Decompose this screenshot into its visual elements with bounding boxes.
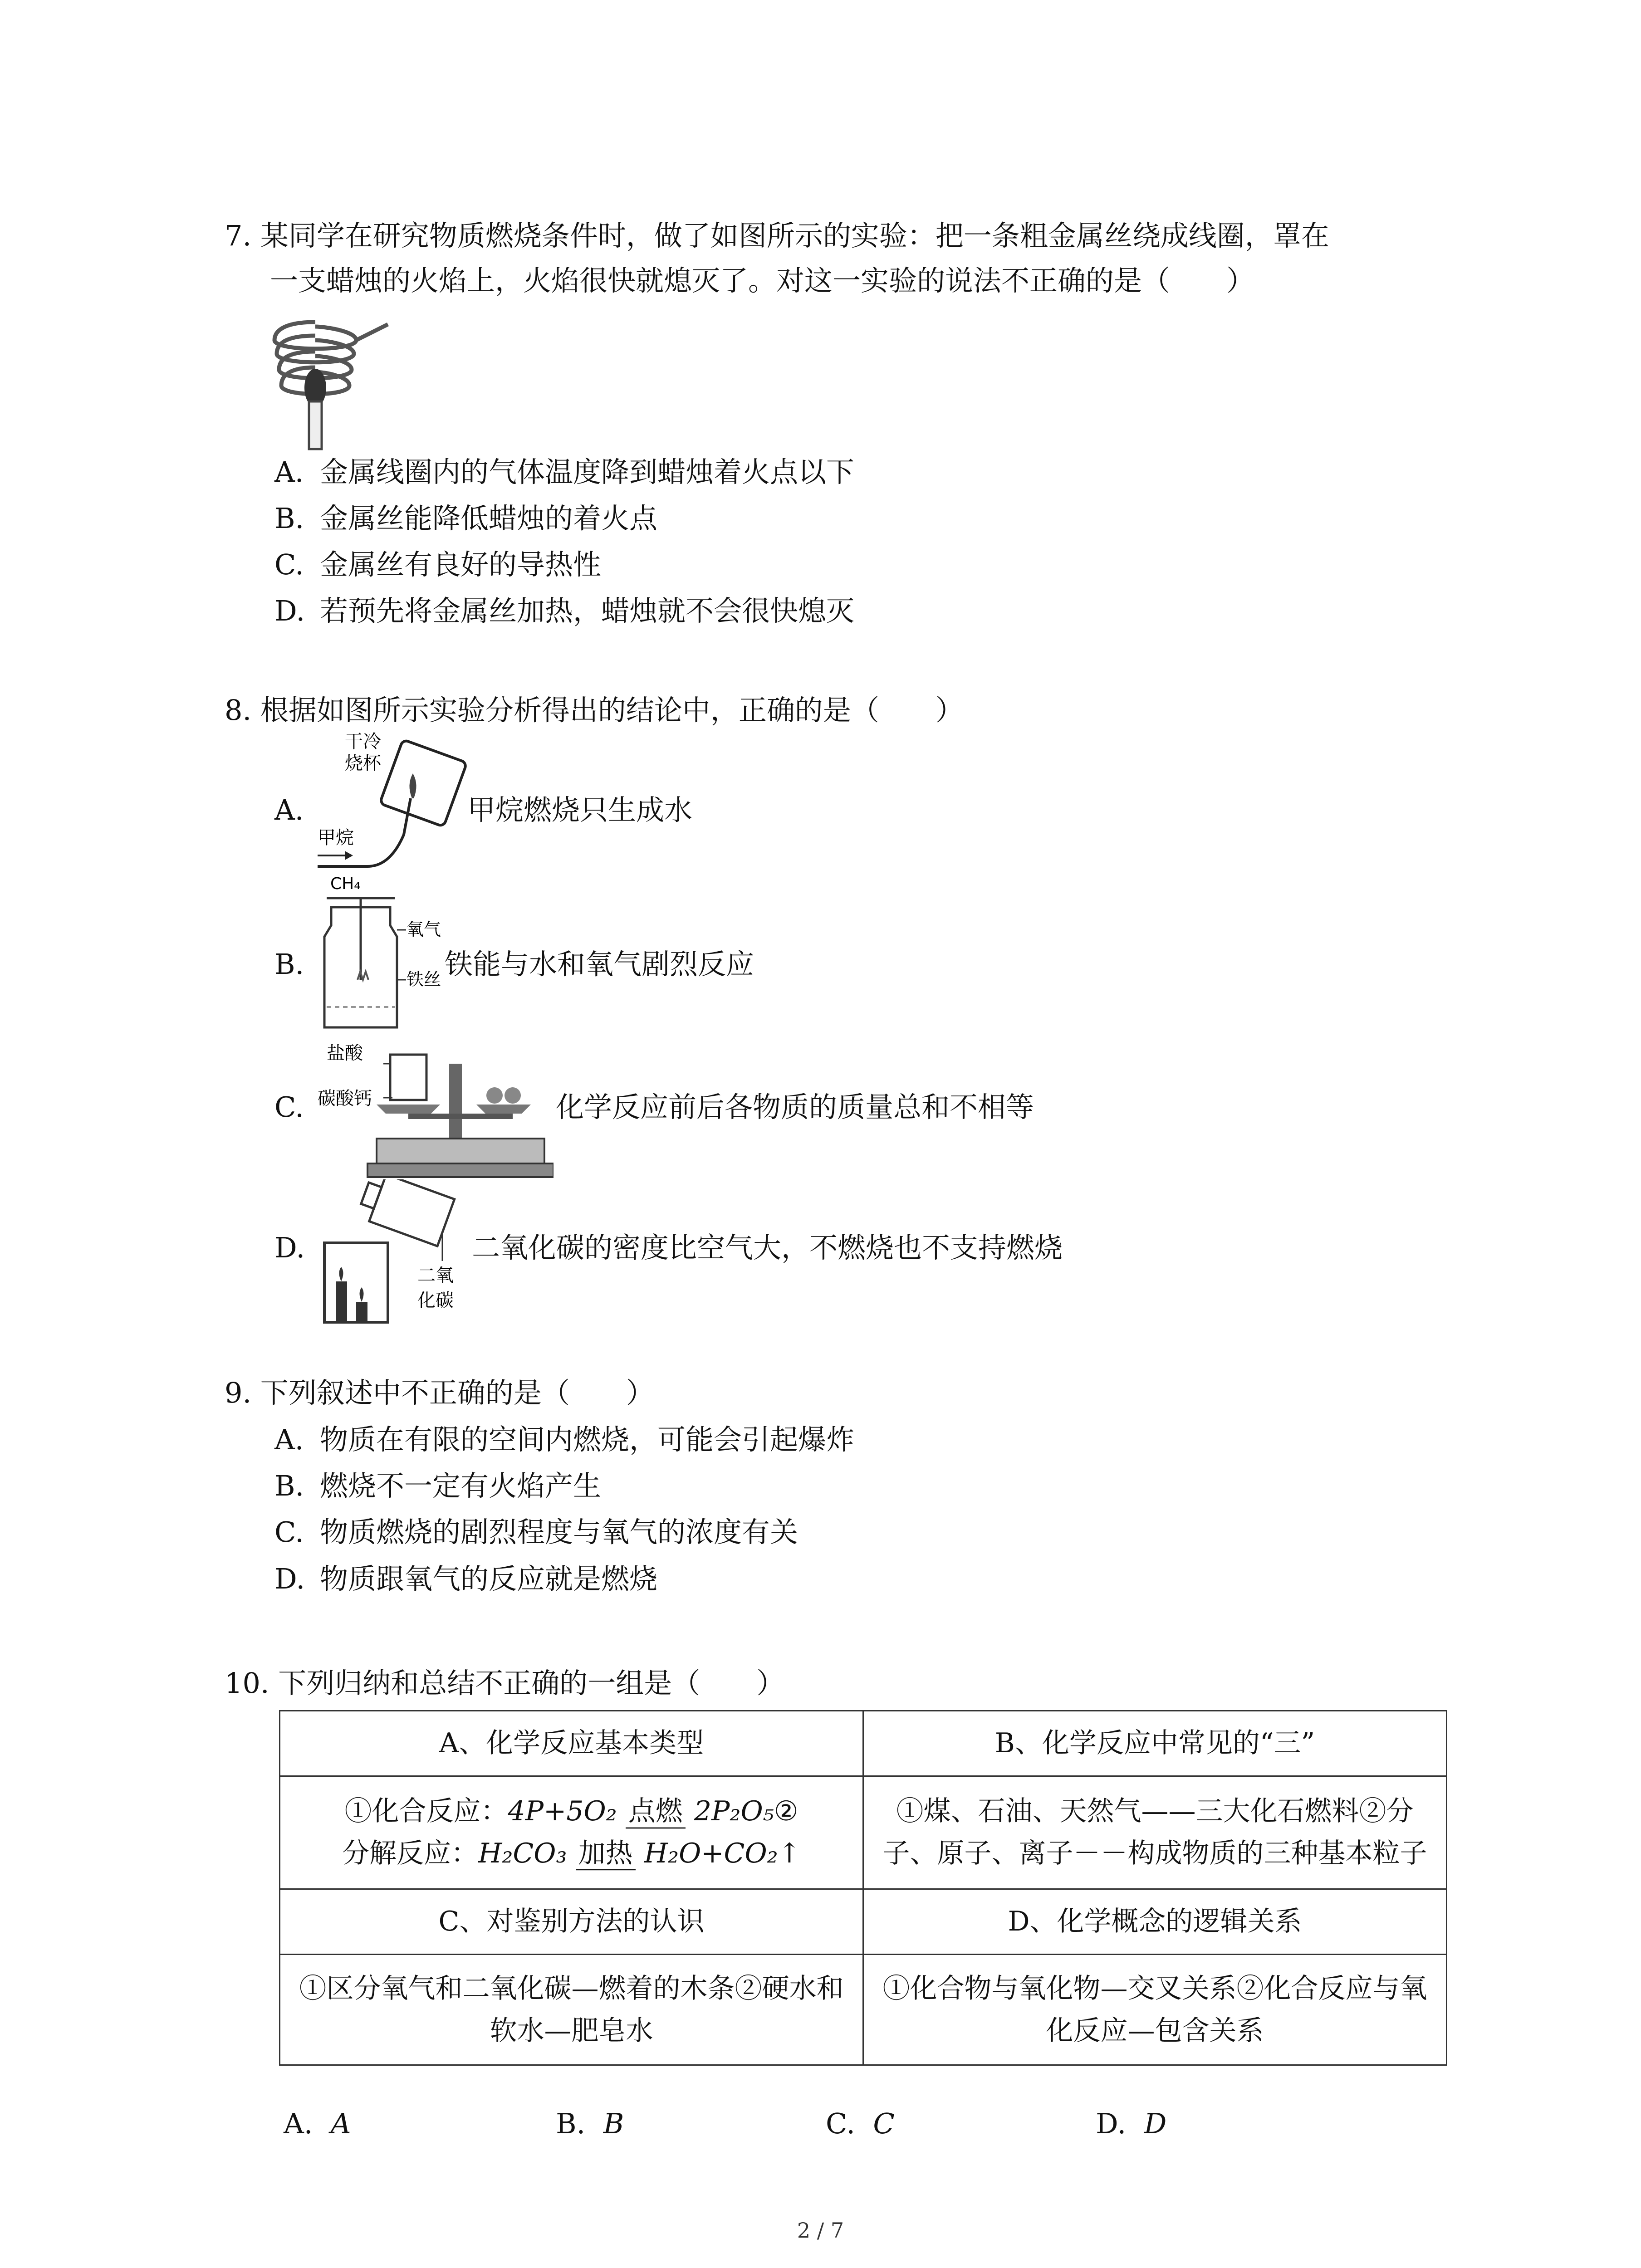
metal-coil-figure	[265, 308, 392, 454]
label-methane: 甲烷	[318, 827, 354, 848]
weight-1	[486, 1087, 503, 1104]
label-ch4: CH₄	[330, 875, 361, 893]
flame-icon	[409, 773, 416, 798]
question-7-line2: 一支蜡烛的火焰上，火焰很快就熄灭了。对这一实验的说法不正确的是（ ）	[270, 264, 1255, 298]
candle-flame-icon	[339, 1267, 343, 1281]
cell-a-body: ①化合反应：4P+5O₂ 点燃 2P₂O₅② 分解反应：H₂CO₃ 加热 H₂O+CO₂↑	[280, 1776, 863, 1889]
q7-option-b: B. 金属丝能降低蜡烛的着火点	[274, 502, 658, 535]
question-8-stem: 8. 根据如图所示实验分析得出的结论中，正确的是（ ）	[225, 694, 964, 727]
label-beaker: 烧杯	[345, 753, 381, 774]
coil-handle	[356, 324, 388, 340]
bottle-neck	[361, 1183, 382, 1208]
burning-wire-icon	[358, 972, 368, 980]
cell-b-body: ①煤、石油、天然气——三大化石燃料②分子、原子、离子－－构成物质的三种基本粒子	[863, 1776, 1447, 1889]
question-10-stem: 10. 下列归纳和总结不正确的一组是（ ）	[225, 1667, 785, 1700]
question-7-stem	[225, 213, 1477, 303]
q8-option-d-label: D.	[274, 1231, 305, 1264]
summary-table	[279, 1710, 1447, 2066]
methane-beaker-figure	[318, 730, 476, 875]
label-iron-wire: 铁丝	[407, 969, 441, 989]
candle-flame-icon-2	[360, 1287, 364, 1302]
q7-option-a: A. 金属线圈内的气体温度降到蜡烛着火点以下	[274, 455, 855, 489]
right-pan	[476, 1105, 531, 1114]
balance-foot	[367, 1163, 554, 1177]
q9-option-c: C. 物质燃烧的剧烈程度与氧气的浓度有关	[274, 1515, 798, 1549]
question-9-stem: 9. 下列叙述中不正确的是（ ）	[225, 1376, 654, 1409]
q8-option-a-label: A.	[274, 793, 304, 826]
label-dry-cold: 干冷	[345, 731, 381, 752]
balance-figure	[318, 1036, 554, 1182]
q8-option-c-label: C.	[274, 1090, 304, 1124]
q7-option-d: D. 若预先将金属丝加热，蜡烛就不会很快熄灭	[274, 594, 855, 627]
q8-option-a-text: 甲烷燃烧只生成水	[467, 793, 693, 826]
q7-option-c: C. 金属丝有良好的导热性	[274, 548, 602, 581]
candle	[309, 401, 322, 449]
q9-option-a: A. 物质在有限的空间内燃烧，可能会引起爆炸	[274, 1423, 855, 1456]
tall-candle	[356, 1302, 367, 1322]
q8-option-b-label: B.	[274, 948, 304, 981]
question-7-line1: 7. 某同学在研究物质燃烧条件时，做了如图所示的实验：把一条粗金属丝绕成线圈，罩在	[225, 219, 1329, 252]
beaker	[390, 1055, 426, 1100]
q9-option-d: D. 物质跟氧气的反应就是燃烧	[274, 1562, 658, 1595]
label-hcl: 盐酸	[327, 1043, 363, 1064]
cell-d-body: ①化合物与氧化物—交叉关系②化合反应与氧化反应—包含关系	[863, 1955, 1447, 2065]
label-co2-line1: 二氧	[417, 1265, 454, 1286]
short-candle	[336, 1281, 347, 1322]
balance-base	[377, 1139, 544, 1163]
q8-option-d-text: 二氧化碳的密度比空气大，不燃烧也不支持燃烧	[472, 1231, 1063, 1264]
q9-option-b: B. 燃烧不一定有火焰产生	[274, 1469, 602, 1502]
co2-pouring-figure	[318, 1179, 472, 1329]
q8-option-c-text: 化学反应前后各物质的质量总和不相等	[556, 1090, 1034, 1124]
q10-answer-b: B. B	[556, 2107, 624, 2140]
q10-answer-d: D. D	[1096, 2107, 1167, 2140]
q10-answer-c: C. C	[826, 2107, 895, 2140]
balance-beam	[408, 1114, 513, 1119]
label-co2-line2: 化碳	[417, 1290, 454, 1311]
inverted-beaker	[380, 739, 467, 826]
page-number: 2 / 7	[797, 2218, 844, 2243]
left-pan	[377, 1105, 440, 1114]
cell-c-heading: C、对鉴别方法的认识	[280, 1889, 863, 1955]
cell-a-heading: A、化学反应基本类型	[280, 1711, 863, 1776]
cell-d-heading: D、化学概念的逻辑关系	[863, 1889, 1447, 1955]
cell-c-body: ①区分氧气和二氧化碳—燃着的木条②硬水和软水—肥皂水	[280, 1955, 863, 2065]
q10-answer-a: A. A	[284, 2107, 351, 2140]
q8-option-b-text: 铁能与水和氧气剧烈反应	[445, 948, 754, 981]
oxygen-jar-figure	[318, 871, 445, 1034]
label-oxygen: 氧气	[407, 919, 441, 939]
weight-2	[505, 1087, 521, 1104]
arrow-head-icon	[345, 851, 353, 860]
cell-b-heading: B、化学反应中常见的“三”	[863, 1711, 1447, 1776]
label-caco3: 碳酸钙	[318, 1088, 372, 1109]
